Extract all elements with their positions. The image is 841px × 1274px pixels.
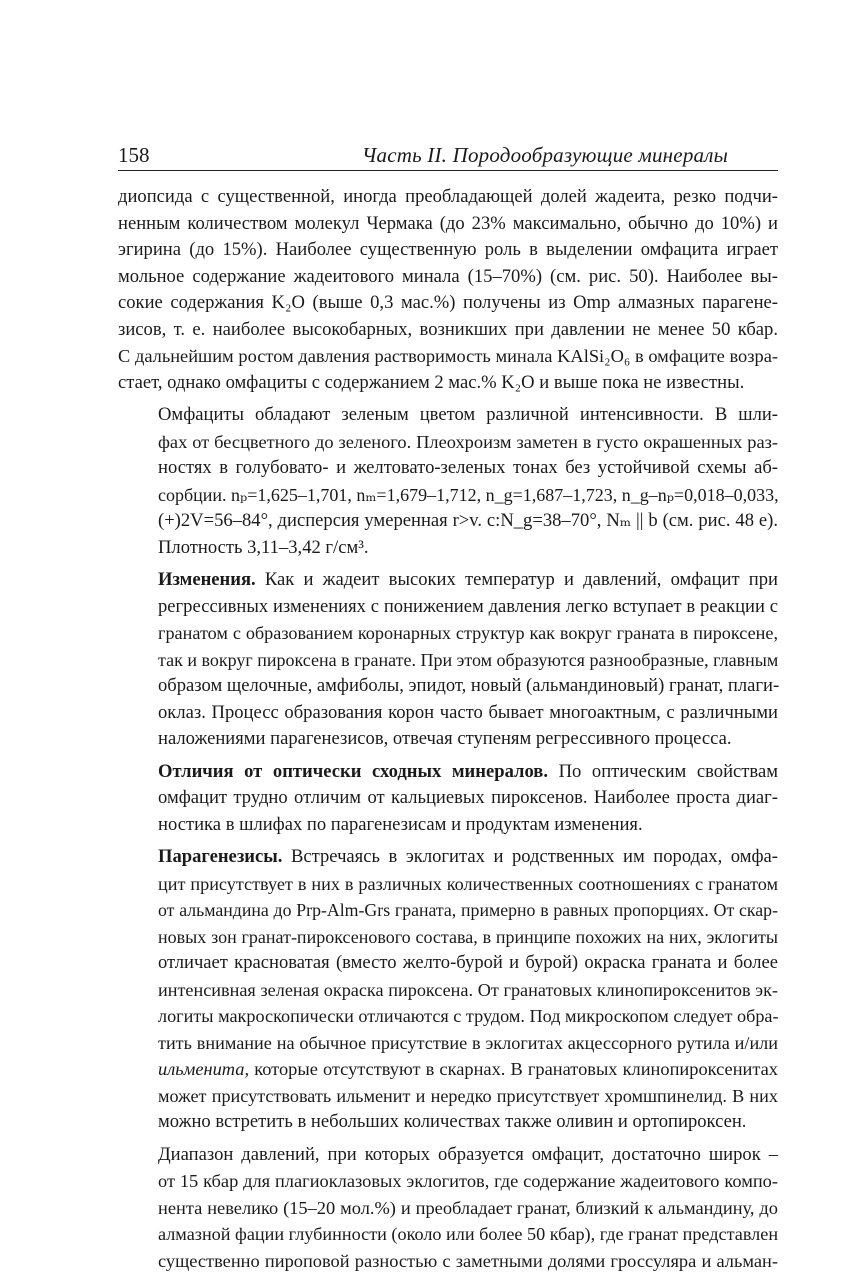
text-line: алмазной фации глубинности (около или более 50 кбар), где гранат представлен <box>118 1221 778 1248</box>
text-line: интенсивная зеленая окраска пироксена. От гранатовых клинопироксенитов эк- <box>118 977 778 1004</box>
text-line: регрессивных изменениях с понижением давления легко вступает в реакции с <box>118 594 778 621</box>
text-run: По оптическим свойствам <box>548 761 778 782</box>
text-line: мольное содержание жадеитового минала (15–70%) (см. рис. 50). Наиболее вы- <box>118 264 778 291</box>
text-line: сорбции. nₚ=1,625–1,701, nₘ=1,679–1,712, n_g=1,687–1,723, n_g–nₚ=0,018–0,033, <box>118 482 778 509</box>
text-run: Встречаясь в эклогитах и родственных им породах, омфа- <box>282 846 778 867</box>
text-line: стает, однако омфациты с содержанием 2 мас.% K₂O и выше пока не известны. <box>118 370 778 397</box>
text-line: так и вокруг пироксена в гранате. При этом образуются разнообразные, главным <box>118 647 778 674</box>
text-line: новых зон гранат-пироксенового состава, в принципе похожих на них, эклогиты <box>118 924 778 951</box>
text-line: логиты макроскопически отличаются с трудом. Под микроскопом следует обра- <box>118 1003 778 1030</box>
section-heading-parageneses: Парагенезисы. <box>158 846 282 867</box>
text-line: фах от бесцветного до зеленого. Плеохроизм заметен в густо окрашенных раз- <box>118 429 778 456</box>
text-line: тить внимание на обычное присутствие в эклогитах акцессорного рутила и/или <box>118 1030 778 1057</box>
text-line <box>118 759 778 786</box>
text-line: зисов, т. е. наиболее высокобарных, возникших при давлении не менее 50 кбар. <box>118 317 778 344</box>
text-line: С дальнейшим ростом давления растворимость минала KAlSi₂O₆ в омфаците возра- <box>118 343 778 370</box>
text-line: гранатом с образованием коронарных структур как вокруг граната в пироксене, <box>118 620 778 647</box>
text-line <box>118 844 778 871</box>
text-line: диопсида с существенной, иногда преобладающей долей жадеита, резко подчи- <box>118 184 778 211</box>
text-line: от альмандина до Prp-Alm-Grs граната, примерно в равных пропорциях. От скар- <box>118 897 778 924</box>
running-head <box>118 140 778 171</box>
text-line: от 15 кбар для плагиоклазовых эклогитов, где содержание жадеитового компо- <box>118 1168 778 1195</box>
page-number: 158 <box>118 142 150 169</box>
text-line: (+)2V=56–84°, дисперсия умеренная r>v. c:N_g=38–70°, Nₘ || b (см. рис. 48 е). <box>118 508 778 535</box>
section-heading-distinctions: Отличия от оптически сходных минералов. <box>158 761 548 782</box>
running-title: Часть II. Породообразующие минералы <box>362 142 728 169</box>
text-run: Как и жадеит высоких температур и давлений, омфацит при <box>256 569 778 590</box>
paragraph-distinctions <box>118 759 778 839</box>
text-line: Диапазон давлений, при которых образуется омфацит, достаточно широк – <box>118 1142 778 1169</box>
text-line: наложениями парагенезисов, отвечая ступеням регрессивного процесса. <box>118 726 778 753</box>
emphasized-term: ильменита, <box>158 1059 249 1079</box>
section-heading-alteration: Изменения. <box>158 569 256 590</box>
text-line: нента невелико (15–20 мол.%) и преобладает гранат, близкий к альмандину, до <box>118 1195 778 1222</box>
text-line: Плотность 3,11–3,42 г/см³. <box>118 535 778 562</box>
paragraph-parageneses <box>118 844 778 1136</box>
text-line: омфацит трудно отличим от кальциевых пироксенов. Наиболее проста диаг- <box>118 785 778 812</box>
text-line: цит присутствует в них в различных количественных соотношениях с гранатом <box>118 871 778 898</box>
text-line: сокие содержания K₂O (выше 0,3 мас.%) получены из Omp алмазных парагене- <box>118 290 778 317</box>
text-line: существенно пироповой разностью с заметными долями гроссуляра и альман- <box>118 1248 778 1274</box>
text-line: ненным количеством молекул Чермака (до 23% максимально, обычно до 10%) и <box>118 211 778 238</box>
text-line <box>118 567 778 594</box>
text-line: ностях в голубовато- и желтовато-зеленых тонах без устойчивой схемы аб- <box>118 455 778 482</box>
text-line: оклаз. Процесс образования корон часто бывает многоактным, с различными <box>118 700 778 727</box>
text-line <box>118 1056 778 1083</box>
text-run: которые отсутствуют в скарнах. В гранатовых клинопироксенитах <box>249 1059 778 1079</box>
text-line: образом щелочные, амфиболы, эпидот, новый (альмандиновый) гранат, плаги- <box>118 673 778 700</box>
body-text <box>118 184 778 1274</box>
paragraph-composition <box>118 184 778 396</box>
paragraph-alteration <box>118 567 778 753</box>
paragraph-optics <box>118 402 778 561</box>
text-line: может присутствовать ильменит и нередко присутствует хромшпинелид. В них <box>118 1083 778 1110</box>
text-line: эгирина (до 15%). Наиболее существенную роль в выделении омфацита играет <box>118 237 778 264</box>
text-line: ностика в шлифах по парагенезисам и продуктам изменения. <box>118 812 778 839</box>
text-line: отличает красноватая (вместо желто-бурой и бурой) окраска граната и более <box>118 950 778 977</box>
paragraph-pressure <box>118 1142 778 1274</box>
text-line: можно встретить в небольших количествах также оливин и ортопироксен. <box>118 1109 778 1136</box>
text-line: Омфациты обладают зеленым цветом различной интенсивности. В шли- <box>118 402 778 429</box>
book-page <box>118 140 778 1274</box>
